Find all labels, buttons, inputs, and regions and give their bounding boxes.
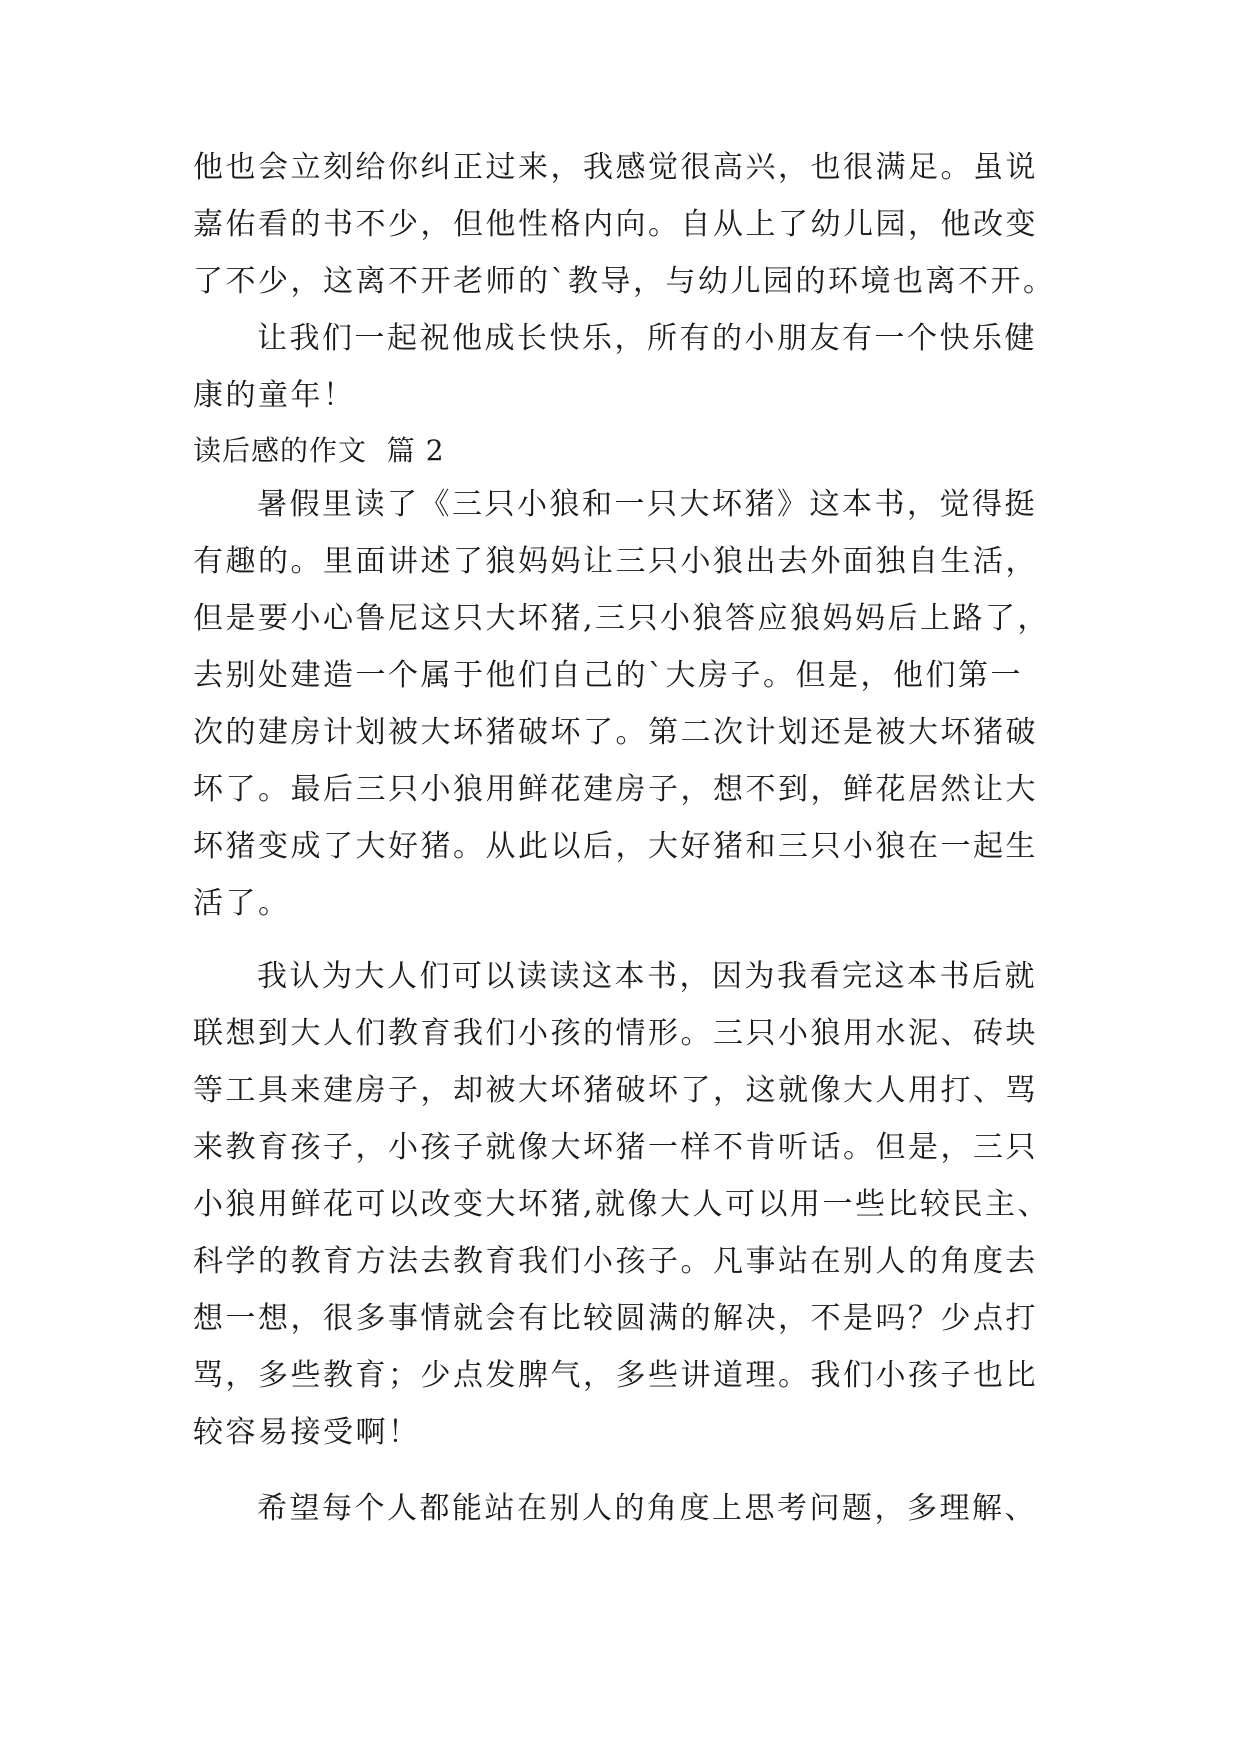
paragraph-1-line-3: 了不少，这离不开老师的`教导，与幼儿园的环境也离不开。 <box>193 264 1056 299</box>
paragraph-3-line-6: 坏了。最后三只小狼用鲜花建房子，想不到，鲜花居然让大 <box>193 772 1038 807</box>
paragraph-3-line-5: 次的建房计划被大坏猪破坏了。第二次计划还是被大坏猪破 <box>193 715 1038 750</box>
paragraph-1-line-1: 他也会立刻给你纠正过来，我感觉很高兴，也很满足。虽说 <box>193 150 1038 185</box>
paragraph-3-line-4: 去别处建造一个属于他们自己的`大房子。但是，他们第一 <box>193 658 1023 693</box>
paragraph-3-line-8: 活了。 <box>193 886 291 921</box>
paragraph-3-line-2: 有趣的。里面讲述了狼妈妈让三只小狼出去外面独自生活， <box>193 544 1038 579</box>
paragraph-4-line-2: 联想到大人们教育我们小孩的情形。三只小狼用水泥、砖块 <box>193 1016 1038 1051</box>
paragraph-3-line-3: 但是要小心鲁尼这只大坏猪,三只小狼答应狼妈妈后上路了， <box>193 601 1051 636</box>
paragraph-2-line-2: 康的童年！ <box>193 378 356 413</box>
paragraph-3-line-1: 暑假里读了《三只小狼和一只大坏猪》这本书，觉得挺 <box>257 487 1037 522</box>
paragraph-4-line-7: 想一想，很多事情就会有比较圆满的解决，不是吗？少点打 <box>193 1301 1038 1336</box>
section-heading: 读后感的作文 篇 2 <box>193 434 445 467</box>
paragraph-4-line-8: 骂，多些教育；少点发脾气，多些讲道理。我们小孩子也比 <box>193 1358 1038 1393</box>
paragraph-1-line-2: 嘉佑看的书不少，但他性格内向。自从上了幼儿园，他改变 <box>193 207 1038 242</box>
paragraph-4-line-5: 小狼用鲜花可以改变大坏猪,就像大人可以用一些比较民主、 <box>193 1187 1051 1222</box>
paragraph-3-line-7: 坏猪变成了大好猪。从此以后，大好猪和三只小狼在一起生 <box>193 829 1038 864</box>
paragraph-4-line-4: 来教育孩子，小孩子就像大坏猪一样不肯听话。但是，三只 <box>193 1130 1038 1165</box>
paragraph-2-line-1: 让我们一起祝他成长快乐，所有的小朋友有一个快乐健 <box>257 321 1037 356</box>
paragraph-4-line-1: 我认为大人们可以读读这本书，因为我看完这本书后就 <box>257 959 1037 994</box>
paragraph-4-line-9: 较容易接受啊！ <box>193 1415 421 1450</box>
paragraph-4-line-3: 等工具来建房子，却被大坏猪破坏了，这就像大人用打、骂 <box>193 1073 1038 1108</box>
paragraph-5-line-1: 希望每个人都能站在别人的角度上思考问题，多理解、 <box>257 1491 1037 1526</box>
paragraph-4-line-6: 科学的教育方法去教育我们小孩子。凡事站在别人的角度去 <box>193 1244 1038 1279</box>
